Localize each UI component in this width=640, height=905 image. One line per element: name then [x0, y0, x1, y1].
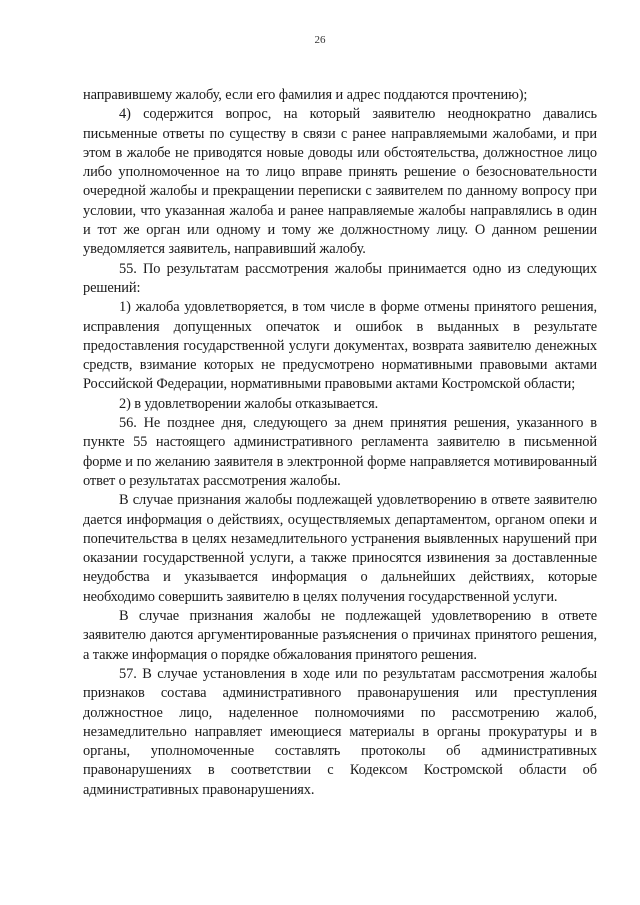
paragraph-continuation: направившему жалобу, если его фамилия и адрес поддаются прочтению); [83, 87, 528, 103]
paragraph-55-item-1: 1) жалоба удовлетворяется, в том числе в форме отмены принятого решения, исправления допущенных опечаток и ошибок в выданных в результате предоставления государственной услуги документах, возврата заявителю денежных средств, взимание которых не предусмотрено нормативными правовыми актами Российской Федерации, нормативными правовыми актами Костромской области; [83, 299, 597, 393]
paragraph-55: 55. По результатам рассмотрения жалобы принимается одно из следующих решений: [83, 260, 597, 296]
page-number: 26 [314, 34, 326, 46]
paragraph-56-rejected-case: В случае признания жалобы не подлежащей удовлетворению в ответе заявителю даются аргументированные разъяснения о причинах принятого решения, а также информация о порядке обжалования принятого решения. [83, 608, 597, 663]
paragraph-56: 56. Не позднее дня, следующего за днем принятия решения, указанного в пункте 55 настоящего административного регламента заявителю в письменной форме и по желанию заявителя в электронной форме направляется мотивированный ответ о результатах рассмотрения жалобы. [83, 415, 597, 489]
document-body [83, 86, 597, 800]
paragraph-55-item-2: 2) в удовлетворении жалобы отказывается. [119, 395, 379, 412]
paragraph-57: 57. В случае установления в ходе или по результатам рассмотрения жалобы признаков состава административного правонарушения или преступления должностное лицо, наделенное полномочиями по рассмотрению жалоб, незамедлительно направляет имеющиеся материалы в органы прокуратуры и в органы, уполномоченные составлять протоколы об административных правонарушениях в соответствии с Кодексом Костромской области об административных правонарушениях. [83, 665, 597, 798]
paragraph-56-satisfied-case: В случае признания жалобы подлежащей удовлетворению в ответе заявителю дается информация о действиях, осуществляемых департаментом, органом опеки и попечительства в целях незамедлительного устранения выявленных нарушений при оказании государственной услуги, а также приносятся извинения за доставленные неудобства и указывается информация о дальнейших действиях, которые необходимо совершить заявителю в целях получения государственной услуги. [83, 492, 597, 605]
paragraph-item-4: 4) содержится вопрос, на который заявителю неоднократно давались письменные ответы по существу в связи с ранее направляемыми жалобами, и при этом в жалобе не приводятся новые доводы или обстоятельства, должностное лицо либо уполномоченное на то лицо вправе принять решение о безосновательности очередной жалобы и прекращении переписки с заявителем по данному вопросу при условии, что указанная жалоба и ранее направляемые жалобы направлялись в один и тот же орган или одному и тому же должностному лицу. О данном решении уведомляется заявитель, направивший жалобу. [83, 106, 597, 258]
